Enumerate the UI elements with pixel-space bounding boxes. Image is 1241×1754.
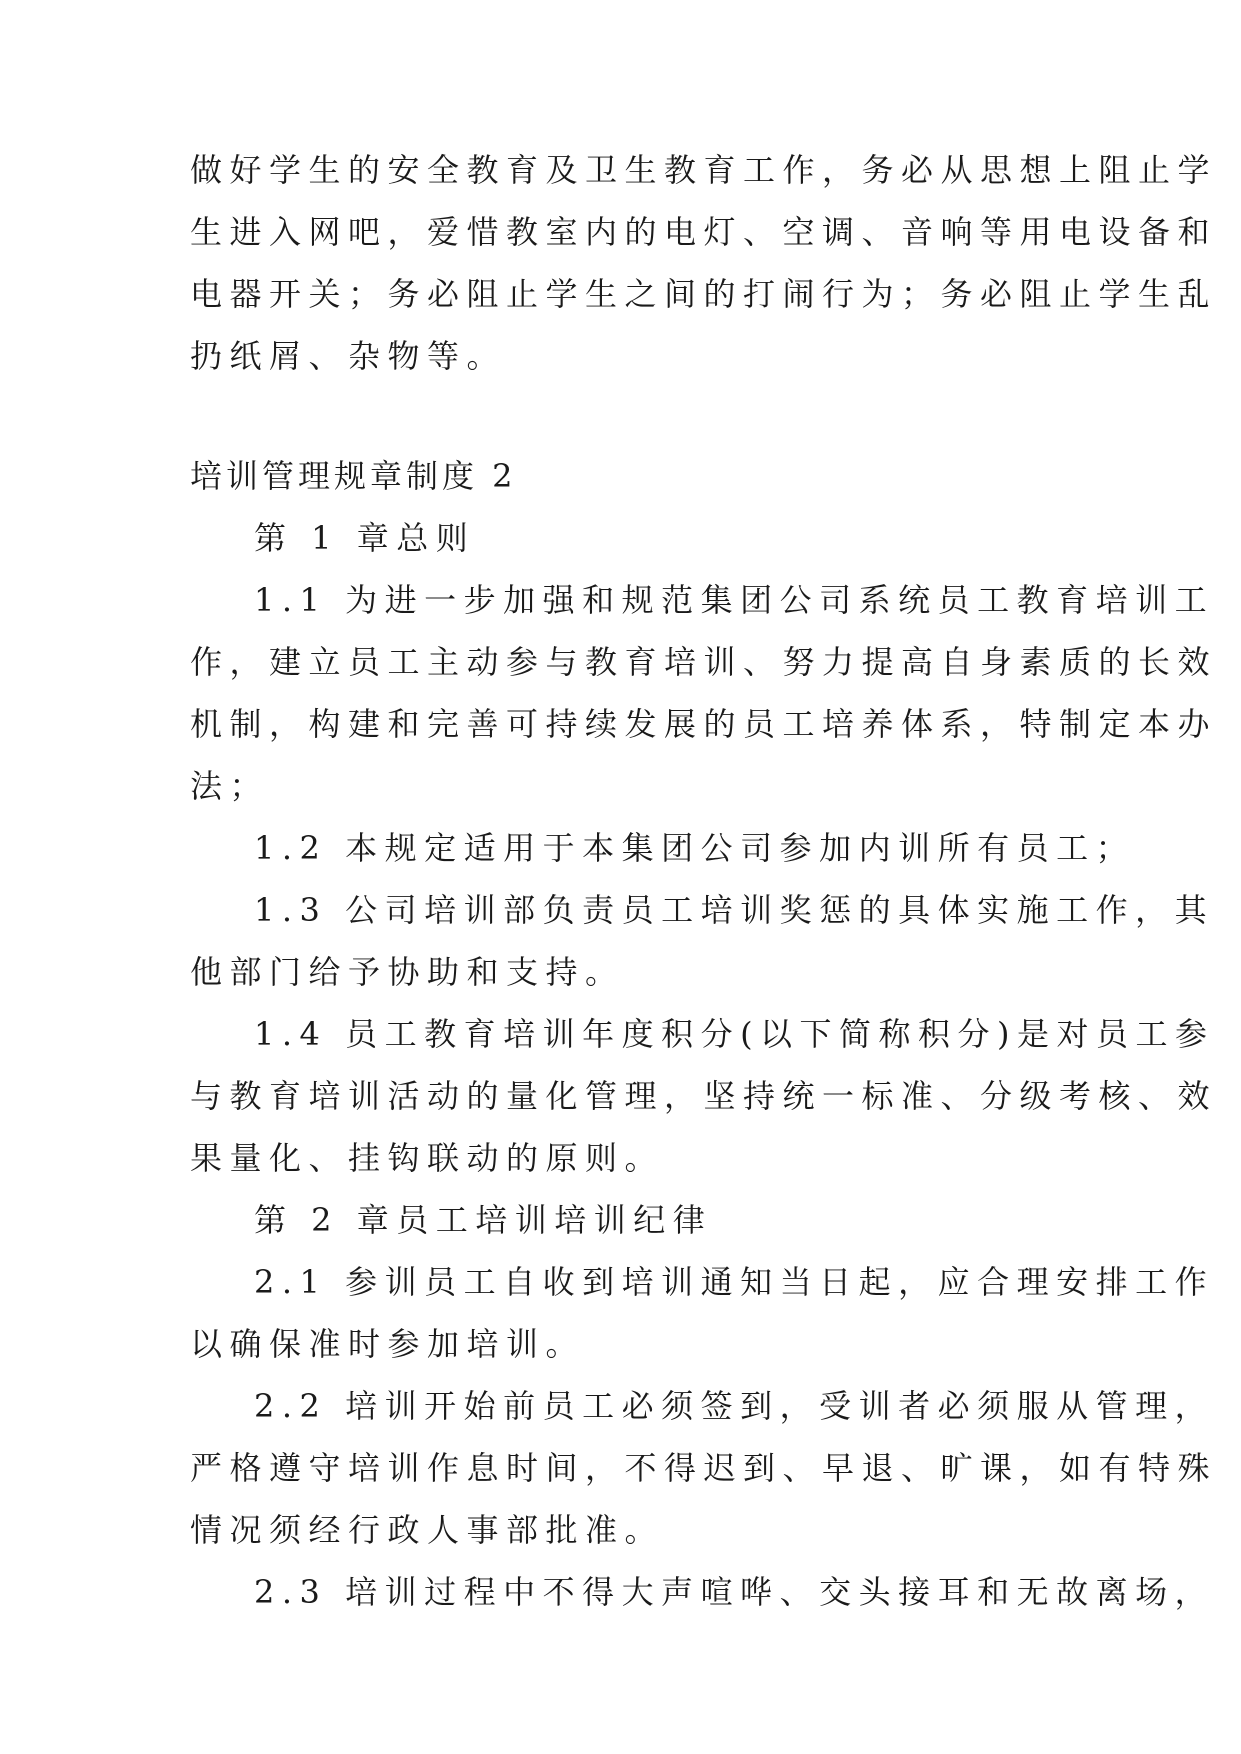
paragraph-line: 做好学生的安全教育及卫生教育工作，务必从思想上阻止学: [190, 151, 1218, 189]
paragraph-line: 1.1 为进一步加强和规范集团公司系统员工教育培训工: [254, 581, 1215, 619]
paragraph-line: 与教育培训活动的量化管理，坚持统一标准、分级考核、效: [190, 1077, 1218, 1115]
paragraph-line: 2.2 培训开始前员工必须签到，受训者必须服从管理，: [254, 1387, 1215, 1425]
paragraph-line: 1.4 员工教育培训年度积分(以下简称积分)是对员工参: [254, 1015, 1215, 1053]
paragraph-line: 扔纸屑、杂物等。: [190, 337, 507, 375]
paragraph-line: 机制，构建和完善可持续发展的员工培养体系，特制定本办: [190, 705, 1218, 743]
paragraph-line: 1.3 公司培训部负责员工培训奖惩的具体实施工作，其: [254, 891, 1215, 929]
paragraph-line: 严格遵守培训作息时间，不得迟到、早退、旷课，如有特殊: [190, 1449, 1218, 1487]
paragraph-line: 法；: [190, 767, 270, 805]
paragraph-line: 电器开关；务必阻止学生之间的打闹行为；务必阻止学生乱: [190, 275, 1218, 313]
paragraph-line: 果量化、挂钩联动的原则。: [190, 1139, 665, 1177]
paragraph-line: 2.1 参训员工自收到培训通知当日起，应合理安排工作: [254, 1263, 1215, 1301]
paragraph-line: 生进入网吧，爱惜教室内的电灯、空调、音响等用电设备和: [190, 213, 1218, 251]
chapter-heading: 第 1 章总则: [254, 519, 476, 557]
chapter-heading: 第 2 章员工培训培训纪律: [254, 1201, 713, 1239]
paragraph-line: 1.2 本规定适用于本集团公司参加内训所有员工；: [254, 829, 1136, 867]
paragraph-line: 作，建立员工主动参与教育培训、努力提高自身素质的长效: [190, 643, 1218, 681]
section-title: 培训管理规章制度 2: [190, 457, 517, 495]
paragraph-line: 以确保准时参加培训。: [190, 1325, 586, 1363]
paragraph-line: 2.3 培训过程中不得大声喧哗、交头接耳和无故离场，: [254, 1573, 1215, 1611]
paragraph-line: 情况须经行政人事部批准。: [190, 1511, 665, 1549]
paragraph-line: 他部门给予协助和支持。: [190, 953, 625, 991]
